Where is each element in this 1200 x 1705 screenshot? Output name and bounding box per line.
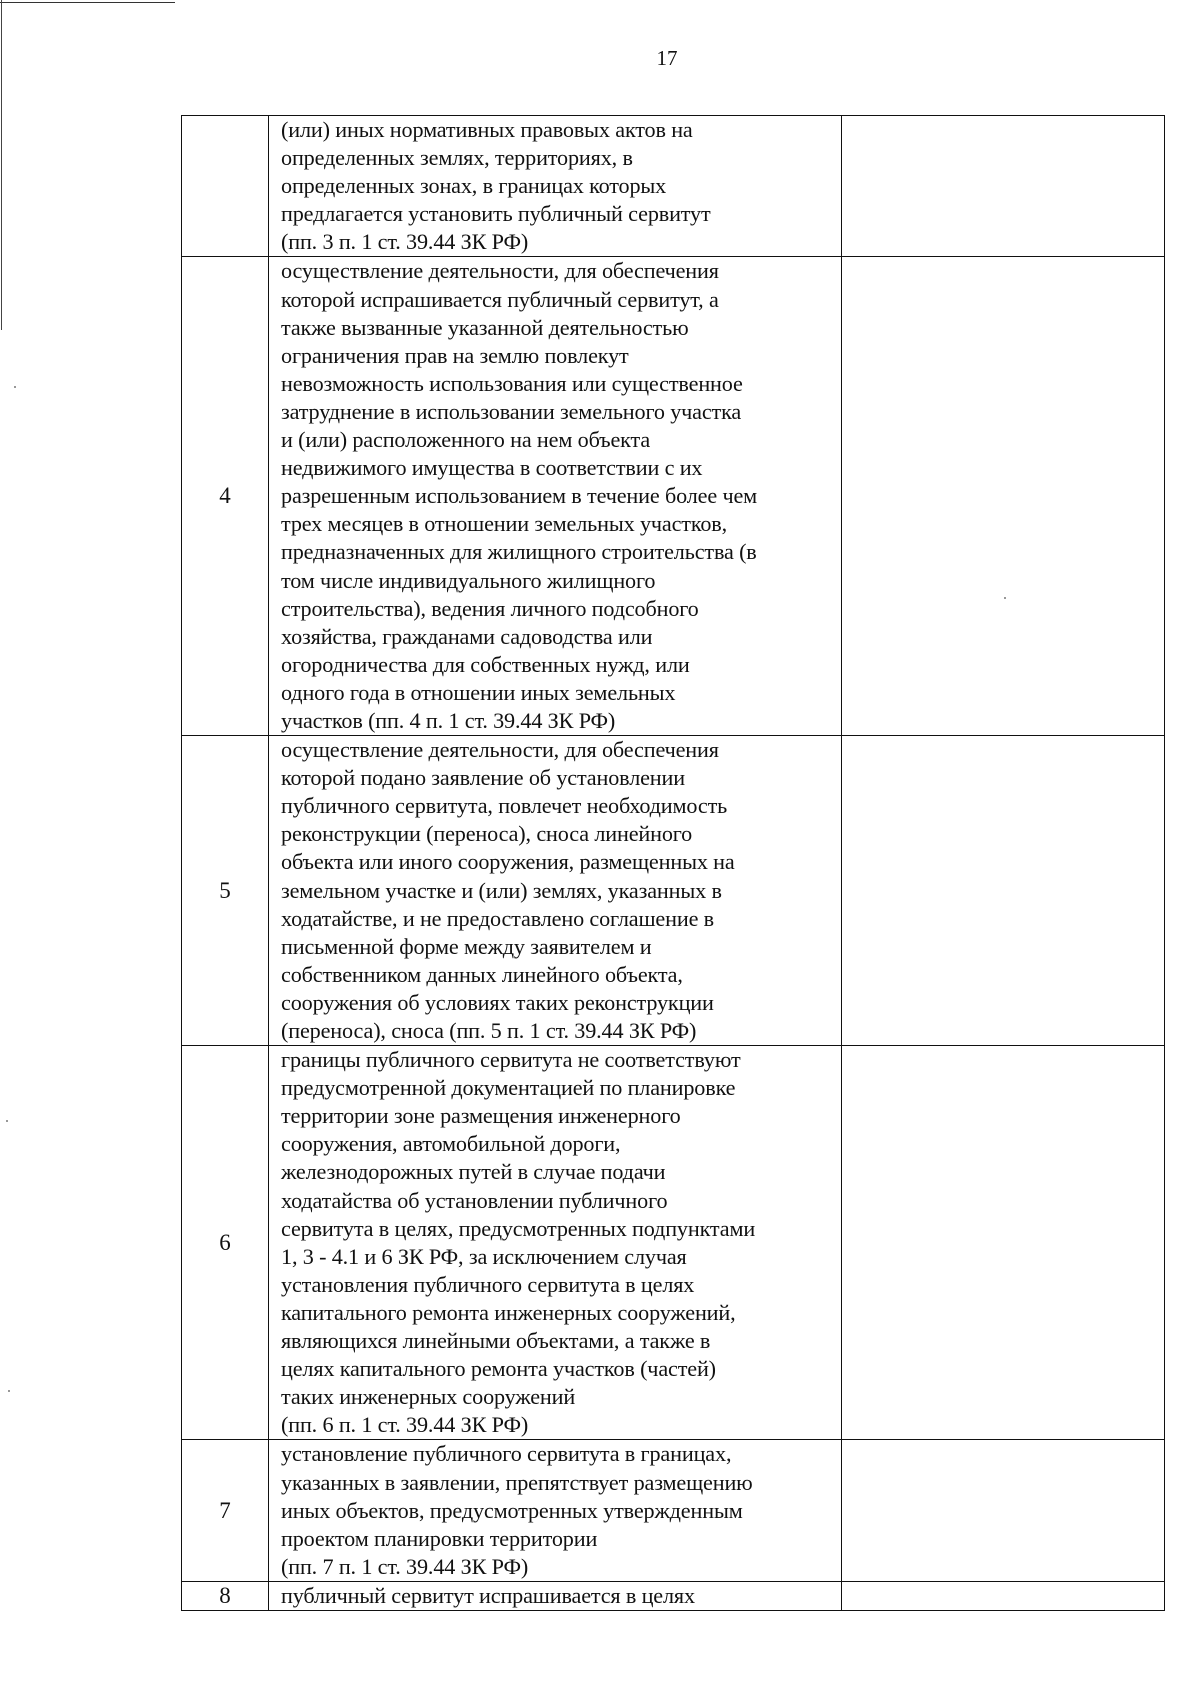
text-line: целях капитального ремонта участков (частей) [281,1356,716,1382]
row-note [842,116,1165,257]
text-line: являющихся линейными объектами, а также в [281,1328,711,1354]
text-line: таких инженерных сооружений [281,1384,576,1410]
text-line: капитального ремонта инженерных сооружений, [281,1299,736,1325]
text-line: предлагается установить публичный сервитут [281,201,711,227]
text-line: письменной форме между заявителем и [281,933,652,959]
text-line: и (или) расположенного на нем объекта [281,427,651,453]
text-line: хозяйства, гражданами садоводства или [281,623,653,649]
text-line: железнодорожных путей в случае подачи [281,1159,666,1185]
text-line: невозможность использования или существенное [281,370,743,396]
text-line: (пп. 6 п. 1 ст. 39.44 ЗК РФ) [281,1412,529,1438]
row-number: 8 [182,1581,269,1610]
text-line: которой испрашивается публичный сервитут, а [281,286,719,312]
text-line: публичный сервитут испрашивается в целях [281,1582,695,1608]
text-line: иных объектов, предусмотренных утвержденным [281,1497,743,1523]
table-row [182,116,1165,257]
row-text [269,1046,842,1440]
text-line: (пп. 3 п. 1 ст. 39.44 ЗК РФ) [281,229,529,255]
scan-speck [14,386,16,388]
row-text [269,1581,842,1610]
text-line: 1, 3 - 4.1 и 6 ЗК РФ, за исключением случая [281,1243,687,1269]
text-line: установления публичного сервитута в целях [281,1271,695,1297]
text-line: которой подано заявление об установлении [281,765,685,791]
text-line: территории зоне размещения инженерного [281,1103,681,1129]
text-line: участков (пп. 4 п. 1 ст. 39.44 ЗК РФ) [281,707,616,733]
text-line: реконструкции (переноса), сноса линейного [281,821,693,847]
table-row [182,1046,1165,1440]
row-note [842,257,1165,736]
text-line: также вызванные указанной деятельностью [281,314,689,340]
text-line: границы публичного сервитута не соответствуют [281,1047,741,1073]
text-line: установление публичного сервитута в границах, [281,1441,732,1467]
text-line: трех месяцев в отношении земельных участков, [281,511,728,537]
row-text [269,116,842,257]
scan-edge-top [0,2,175,3]
text-line: сооружения, автомобильной дороги, [281,1131,621,1157]
scan-speck [6,1120,8,1122]
grounds-table [181,115,1165,1611]
text-line: осуществление деятельности, для обеспечения [281,737,719,763]
row-text [269,257,842,736]
row-number: 6 [182,1046,269,1440]
row-number: 4 [182,257,269,736]
row-number: 7 [182,1440,269,1581]
text-line: сервитута в целях, предусмотренных подпунктами [281,1215,756,1241]
row-note [842,736,1165,1046]
row-note [842,1581,1165,1610]
text-line: предназначенных для жилищного строительства (в [281,539,757,565]
text-line: недвижимого имущества в соответствии с их [281,455,703,481]
scan-speck [8,1390,10,1392]
row-text [269,736,842,1046]
text-line: ограничения прав на землю повлекут [281,342,629,368]
text-line: (пп. 7 п. 1 ст. 39.44 ЗК РФ) [281,1553,529,1579]
text-line: предусмотренной документацией по планировке [281,1075,736,1101]
text-line: сооружения об условиях таких реконструкции [281,989,714,1015]
text-line: затруднение в использовании земельного участка [281,398,742,424]
row-note [842,1046,1165,1440]
text-line: публичного сервитута, повлечет необходимость [281,793,728,819]
grounds-table-body [182,116,1165,1611]
text-line: ходатайства об установлении публичного [281,1187,668,1213]
table-row [182,1440,1165,1581]
text-line: одного года в отношении иных земельных [281,679,676,705]
text-line: огородничества для собственных нужд, или [281,651,690,677]
text-line: проектом планировки территории [281,1525,598,1551]
text-line: (или) иных нормативных правовых актов на [281,117,693,142]
row-note [842,1440,1165,1581]
text-line: собственником данных линейного объекта, [281,961,683,987]
table-row [182,736,1165,1046]
text-line: определенных землях, территориях, в [281,145,633,171]
text-line: объекта или иного сооружения, размещенных на [281,849,735,875]
text-line: земельном участке и (или) землях, указанных в [281,877,722,903]
table-row [182,1581,1165,1610]
table-row [182,257,1165,736]
text-line: указанных в заявлении, препятствует размещению [281,1469,753,1495]
text-line: (переноса), сноса (пп. 5 п. 1 ст. 39.44 ЗК РФ) [281,1018,697,1043]
page-number: 17 [656,46,678,70]
text-line: том числе индивидуального жилищного [281,567,656,593]
text-line: определенных зонах, в границах которых [281,173,667,199]
row-number: 5 [182,736,269,1046]
row-text [269,1440,842,1581]
scan-speck [1004,597,1006,599]
text-line: разрешенным использованием в течение более чем [281,483,758,509]
row-number [182,116,269,257]
text-line: строительства), ведения личного подсобного [281,595,699,621]
text-line: осуществление деятельности, для обеспечения [281,258,719,284]
text-line: ходатайстве, и не предоставлено соглашение в [281,905,714,931]
